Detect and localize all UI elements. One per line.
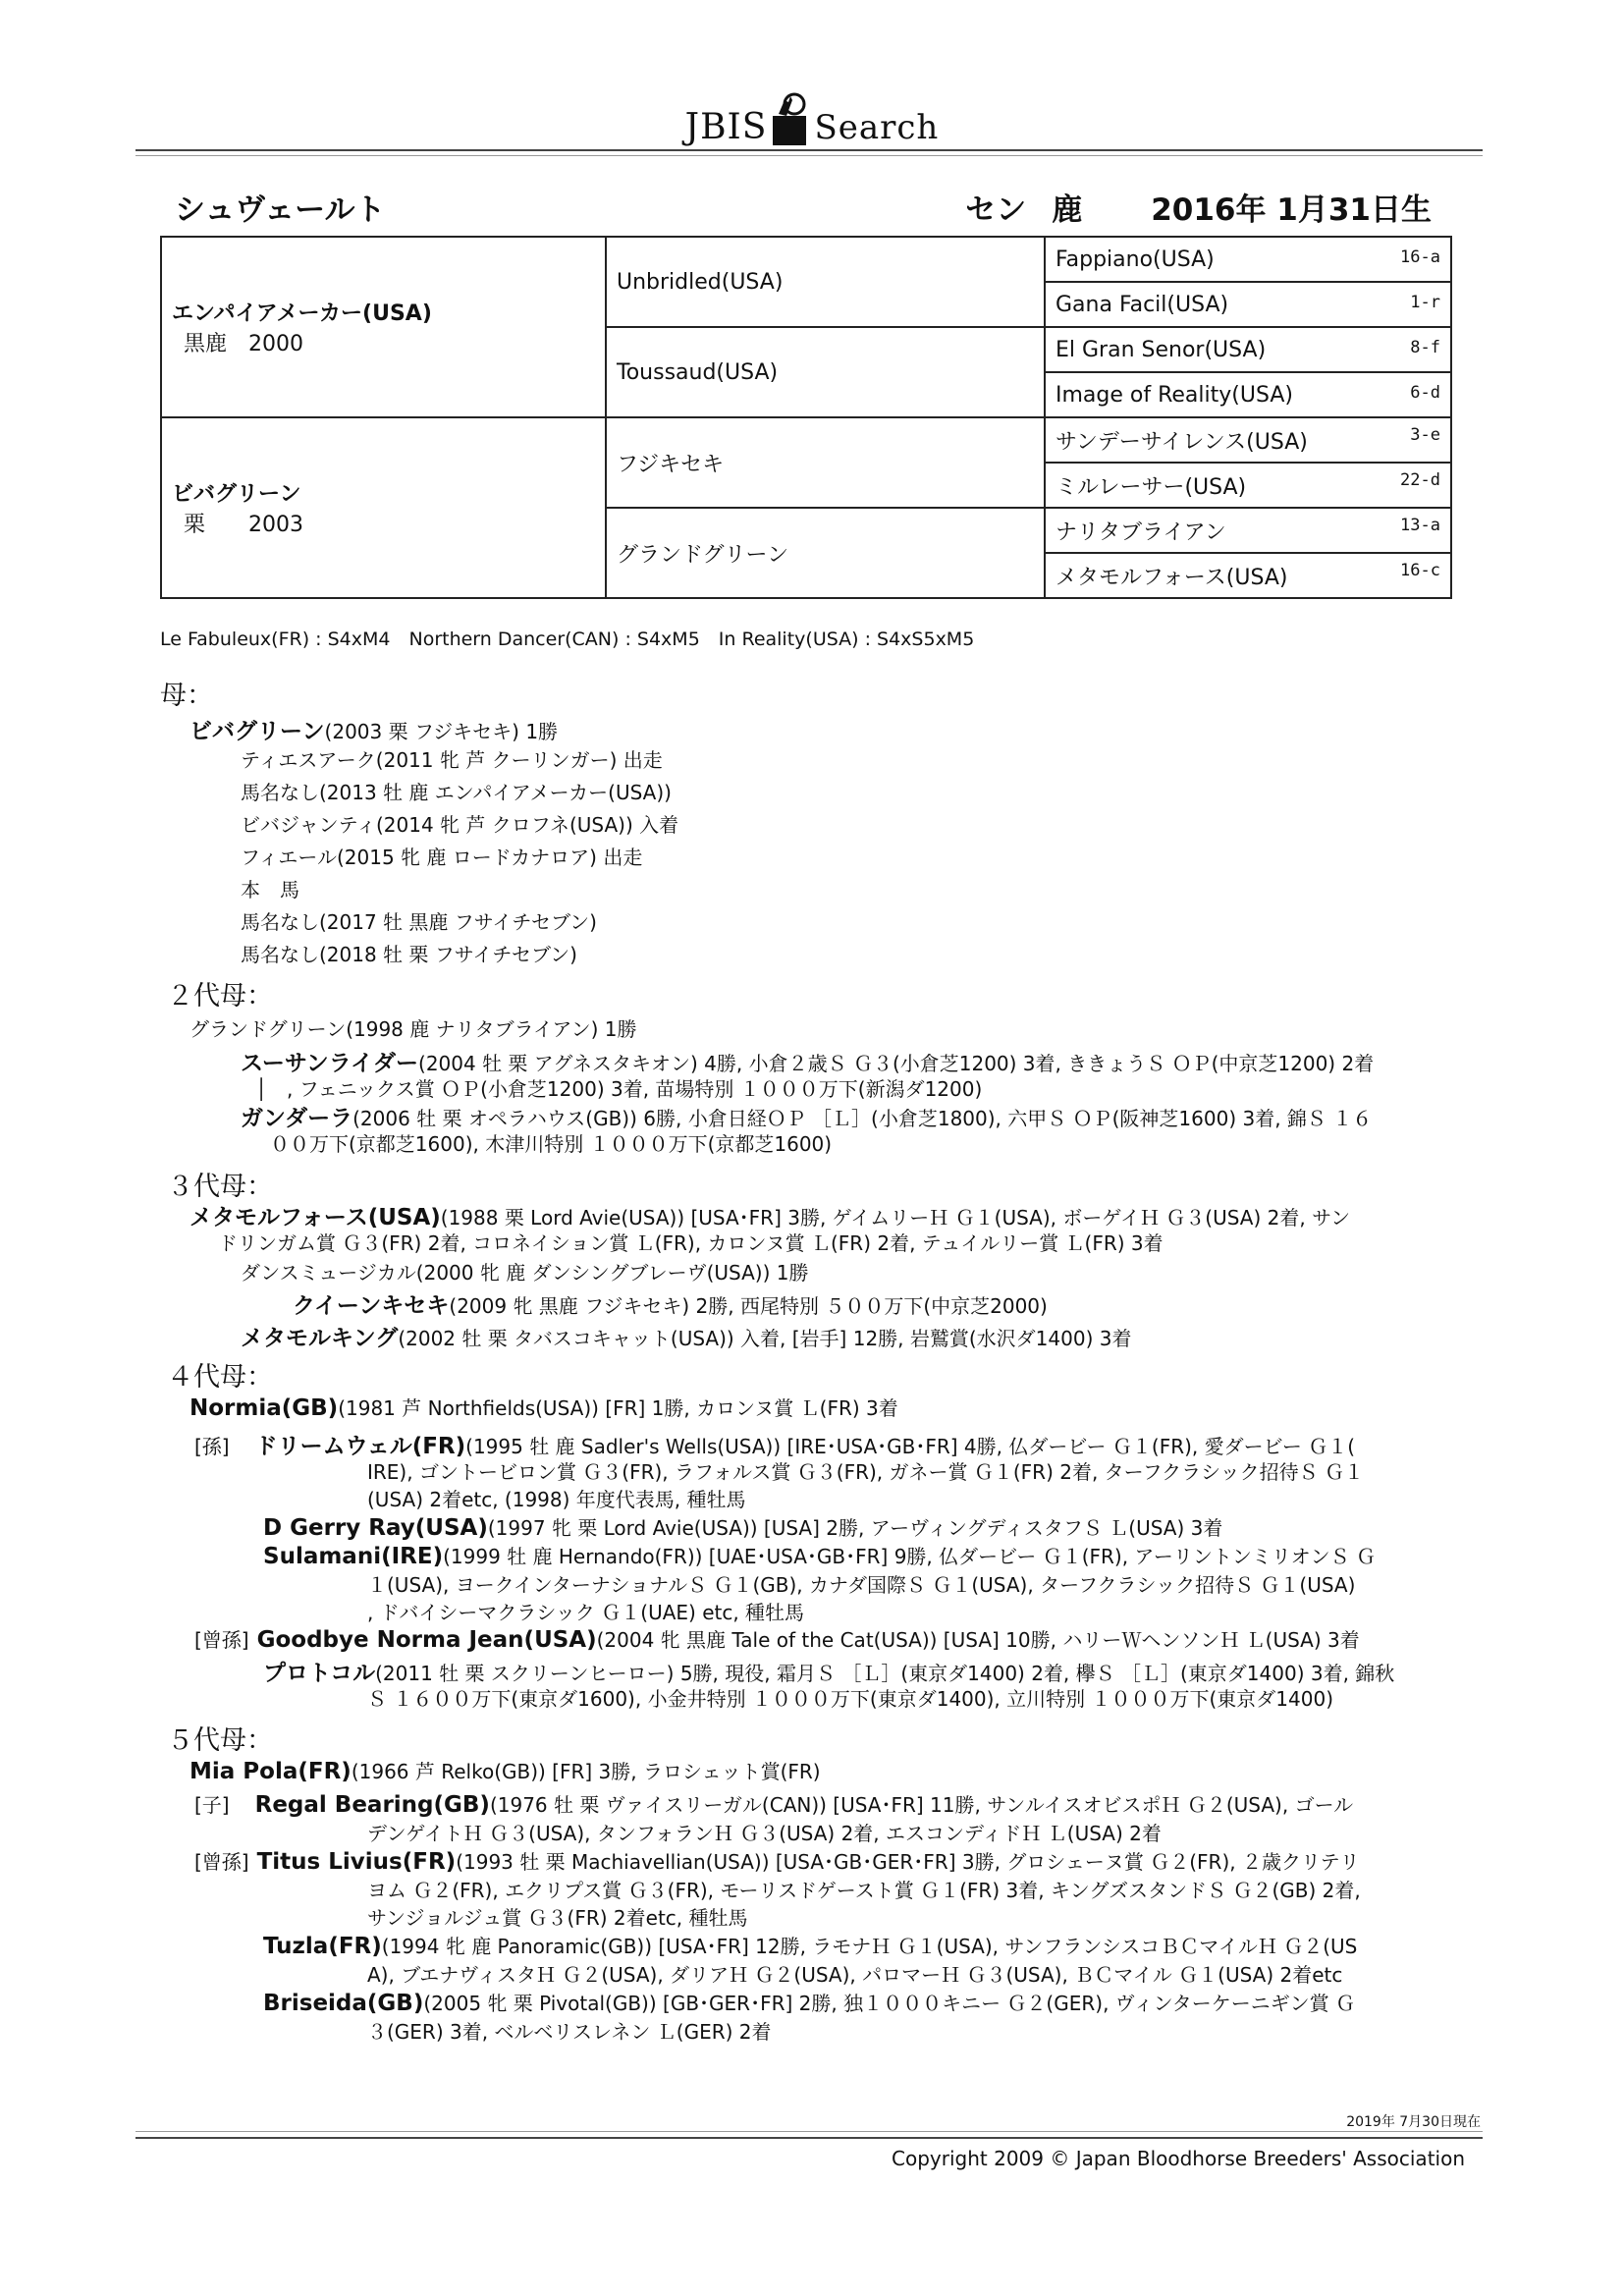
logo-search-text: Search: [814, 108, 940, 147]
list-item: ００万下(京都芝1600), 木津川特別 １０００万下(京都芝1600): [270, 1132, 833, 1156]
jbis-search-logo: [0, 90, 1624, 147]
list-item: ドリンガム賞 Ｇ３(FR) 2着, コロネイション賞 Ｌ(FR), カロンヌ賞 Ｌ(FR) 2着, テュイルリー賞 Ｌ(FR) 3着: [218, 1231, 1164, 1255]
list-item: Tuzla(FR)(1994 牝 鹿 Panoramic(GB)) [USA･FR] 12勝, ラモナＨ Ｇ１(USA), サンフランシスコＢＣマイルＨ Ｇ２(US: [263, 1934, 1358, 1959]
dam-dam-cell: グランドグリーン: [606, 508, 1045, 598]
header-rule: [135, 149, 1483, 151]
list-item: フィエール(2015 牝 鹿 ロードカナロア) 出走: [241, 846, 643, 869]
list-item: サンジョルジュ賞 Ｇ３(FR) 2着etc, 種牡馬: [367, 1906, 748, 1930]
magnifier-horse-icon: [771, 90, 810, 147]
footer-rule: [135, 2137, 1483, 2139]
horse-info: [965, 185, 1432, 229]
list-item: メタモルキング(2002 牡 栗 タバスコキャット(USA)) 入着, [岩手] 12勝, 岩鷲賞(水沢ダ1400) 3着: [241, 1326, 1132, 1351]
as-of-date: 2019年 7月30日現在: [1346, 2114, 1481, 2130]
copyright-notice: Copyright 2009 © Japan Bloodhorse Breeders' Association: [892, 2147, 1465, 2170]
horse-color: 鹿: [1052, 192, 1083, 228]
list-item: プロトコル(2011 牡 栗 スクリーンヒーロー) 5勝, 現役, 霜月Ｓ ［Ｌ］(東京ダ1400) 2着, 欅Ｓ ［Ｌ］(東京ダ1400) 3着, 錦秋: [263, 1661, 1395, 1686]
list-item: │ , フェニックス賞 ＯＰ(小倉芝1200) 3着, 苗場特別 １０００万下(新潟ダ1200): [255, 1077, 983, 1101]
footer-rule-thin: [135, 2131, 1483, 2132]
list-item: ビバグリーン(2003 栗 フジキセキ) 1勝: [189, 719, 559, 744]
list-item: [子] Regal Bearing(GB)(1976 牡 栗 ヴァイスリーガル(CAN)) [USA･FR] 11勝, サンルイスオビスポＨ Ｇ２(USA), ゴール: [194, 1792, 1354, 1818]
family-number: 6-d: [1410, 382, 1440, 403]
dam-info: 栗 2003: [184, 513, 303, 537]
family-number: 22-d: [1400, 469, 1440, 490]
family-number: 16-c: [1400, 560, 1440, 580]
dam-name: ビバグリーン: [172, 482, 301, 507]
list-item: 馬名なし(2013 牡 鹿 エンパイアメーカー(USA)): [241, 781, 672, 804]
list-item: Normia(GB)(1981 芦 Northfields(USA)) [FR] 1勝, カロンヌ賞 Ｌ(FR) 3着: [189, 1395, 898, 1421]
list-item: Ｓ １６００万下(東京ダ1600), 小金井特別 １０００万下(東京ダ1400), 立川特別 １０００万下(東京ダ1400): [367, 1687, 1334, 1711]
section-second-dam: ２代母：: [167, 981, 273, 1011]
family-number: 8-f: [1410, 337, 1440, 357]
list-item: [曾孫] Goodbye Norma Jean(USA)(2004 牝 黒鹿 Tale of the Cat(USA)) [USA] 10勝, ハリーＷヘンソンＨ Ｌ(USA) 3着: [194, 1627, 1360, 1653]
sire-dam-cell: Toussaud(USA): [606, 327, 1045, 417]
horse-name: シュヴェールト: [175, 192, 386, 228]
family-number: 13-a: [1400, 515, 1440, 535]
ancestor-cell: El Gran Senor(USA) 8-f: [1045, 327, 1451, 372]
list-item: スーサンライダー(2004 牡 栗 アグネスタキオン) 4勝, 小倉２歳Ｓ Ｇ３(小倉芝1200) 3着, ききょうＳ ＯＰ(中京芝1200) 2着: [241, 1051, 1375, 1076]
family-number: 3-e: [1410, 424, 1440, 445]
section-fourth-dam: ４代母：: [167, 1362, 273, 1393]
ancestor-cell: ミルレーサー(USA) 22-d: [1045, 463, 1451, 508]
list-item: A), ブエナヴィスタＨ Ｇ２(USA), ダリアＨ Ｇ２(USA), パロマーＨ Ｇ３(USA), ＢＣマイル Ｇ１(USA) 2着etc: [367, 1963, 1343, 1987]
list-item: , ドバイシーマクラシック Ｇ１(UAE) etc, 種牡馬: [367, 1601, 805, 1624]
sire-sire-cell: Unbridled(USA): [606, 237, 1045, 327]
list-item: クイーンキセキ(2009 牝 黒鹿 フジキセキ) 2勝, 西尾特別 ５００万下(中京芝2000): [293, 1293, 1048, 1319]
section-dam: 母：: [160, 681, 213, 711]
list-item: 馬名なし(2017 牡 黒鹿 フサイチセブン): [241, 910, 597, 934]
list-item: メタモルフォース(USA)(1988 栗 Lord Avie(USA)) [USA･FR] 3勝, ゲイムリーＨ Ｇ１(USA), ボーゲイＨ Ｇ３(USA) 2着, サン: [189, 1205, 1351, 1230]
horse-birth-date: 2016年 1月31日生: [1151, 192, 1432, 228]
header-rule-thin: [135, 155, 1483, 156]
list-item: [曾孫] Titus Livius(FR)(1993 牡 栗 Machiavellian(USA)) [USA･GB･GER･FR] 3勝, グロシェーヌ賞 Ｇ２(FR), ２歳クリテリ: [194, 1849, 1360, 1875]
sire-name: エンパイアメーカー(USA): [172, 301, 432, 326]
list-item: D Gerry Ray(USA)(1997 牝 栗 Lord Avie(USA)) [USA] 2勝, アーヴィングディスタフＳ Ｌ(USA) 3着: [263, 1515, 1223, 1541]
list-item: 本 馬: [241, 878, 299, 902]
list-item: ヨム Ｇ２(FR), エクリプス賞 Ｇ３(FR), モーリスドゲースト賞 Ｇ１(FR) 3着, キングズスタンドＳ Ｇ２(GB) 2着,: [367, 1879, 1361, 1902]
list-item: ティエスアーク(2011 牝 芦 クーリンガー) 出走: [241, 748, 663, 772]
list-item: ダンスミュージカル(2000 牝 鹿 ダンシングブレーヴ(USA)) 1勝: [241, 1261, 809, 1285]
list-item: ガンダーラ(2006 牡 栗 オペラハウス(GB)) 6勝, 小倉日経ＯＰ ［Ｌ］(小倉芝1800), 六甲Ｓ ＯＰ(阪神芝1600) 3着, 錦Ｓ １６: [241, 1106, 1373, 1131]
inbreeding-summary: Le Fabuleux(FR) : S4xM4 Northern Dancer(CAN) : S4xM5 In Reality(USA) : S4xS5xM5: [160, 629, 975, 650]
section-third-dam: ３代母：: [167, 1172, 273, 1202]
list-item: グランドグリーン(1998 鹿 ナリタブライアン) 1勝: [189, 1017, 637, 1041]
logo-jbis-text: JBIS: [684, 107, 768, 147]
ancestor-cell: ナリタブライアン 13-a: [1045, 508, 1451, 553]
ancestor-cell: サンデーサイレンス(USA) 3-e: [1045, 417, 1451, 463]
list-item: IRE), ゴントービロン賞 Ｇ３(FR), ラフォルス賞 Ｇ３(FR), ガネー賞 Ｇ１(FR) 2着, ターフクラシック招待Ｓ Ｇ１: [367, 1460, 1365, 1484]
ancestor-cell: Gana Facil(USA) 1-r: [1045, 282, 1451, 327]
dam-cell: [161, 417, 606, 598]
list-item: ３(GER) 3着, ベルベリスレネン Ｌ(GER) 2着: [367, 2020, 772, 2044]
ancestor-cell: Image of Reality(USA) 6-d: [1045, 372, 1451, 417]
list-item: (USA) 2着etc, (1998) 年度代表馬, 種牡馬: [367, 1488, 746, 1511]
sire-info: 黒鹿 2000: [184, 332, 303, 356]
section-fifth-dam: ５代母：: [167, 1725, 273, 1756]
list-item: Mia Pola(FR)(1966 芦 Relko(GB)) [FR] 3勝, ラロシェット賞(FR): [189, 1759, 821, 1784]
pedigree-table: [160, 236, 1452, 599]
dam-sire-cell: フジキセキ: [606, 417, 1045, 508]
family-number: 16-a: [1400, 246, 1440, 267]
list-item: [孫] ドリームウェル(FR)(1995 牡 鹿 Sadler's Wells(USA)) [IRE･USA･GB･FR] 4勝, 仏ダービー Ｇ１(FR), 愛ダービー Ｇ１(: [194, 1434, 1355, 1459]
family-number: 1-r: [1410, 292, 1440, 312]
horse-sex: セン: [965, 192, 1027, 228]
list-item: Briseida(GB)(2005 牝 栗 Pivotal(GB)) [GB･GER･FR] 2勝, 独１０００キニー Ｇ２(GER), ヴィンターケーニギン賞 Ｇ: [263, 1991, 1355, 2016]
list-item: Sulamani(IRE)(1999 牡 鹿 Hernando(FR)) [UAE･USA･GB･FR] 9勝, 仏ダービー Ｇ１(FR), アーリントンミリオンＳ Ｇ: [263, 1544, 1376, 1569]
list-item: デンゲイトＨ Ｇ３(USA), タンフォランＨ Ｇ３(USA) 2着, エスコンディドＨ Ｌ(USA) 2着: [367, 1822, 1162, 1845]
sire-cell: [161, 237, 606, 417]
list-item: １(USA), ヨークインターナショナルＳ Ｇ１(GB), カナダ国際Ｓ Ｇ１(USA), ターフクラシック招待Ｓ Ｇ１(USA): [367, 1573, 1356, 1597]
ancestor-cell: メタモルフォース(USA) 16-c: [1045, 553, 1451, 598]
list-item: ビバジャンティ(2014 牝 芦 クロフネ(USA)) 入着: [241, 813, 679, 837]
ancestor-cell: Fappiano(USA) 16-a: [1045, 237, 1451, 282]
list-item: 馬名なし(2018 牡 栗 フサイチセブン): [241, 943, 577, 966]
